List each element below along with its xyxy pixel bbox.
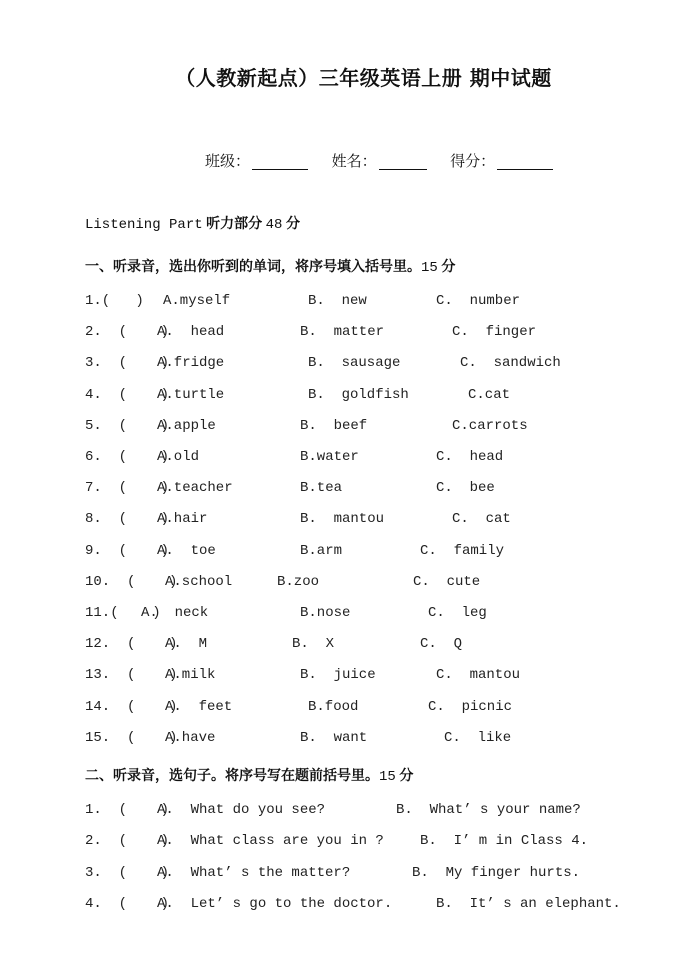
option-a: A.myself <box>163 293 231 309</box>
option-a: A. feet <box>165 698 233 715</box>
option-a: A.teacher <box>157 480 233 497</box>
section2-heading-text: 二、听录音，选句子。将序号写在题前括号里。 <box>85 768 379 784</box>
option-a: A. toe <box>157 542 216 559</box>
option-c: C. Q <box>420 636 463 653</box>
question-row <box>0 699 687 719</box>
option-a: A. head <box>157 324 225 341</box>
section2-unit: 分 <box>399 768 414 784</box>
page-title: （人教新起点）三年级英语上册 期中试题 <box>175 66 552 90</box>
listening-part-heading <box>85 213 300 233</box>
option-a: A.fridge <box>157 355 225 372</box>
option-a: A. M <box>165 636 208 653</box>
option-a: A. neck <box>141 605 209 621</box>
question-row <box>0 449 687 469</box>
question-number[interactable]: 1.( ) <box>85 293 144 309</box>
section2-score: 15 <box>379 769 396 785</box>
student-info-line <box>205 150 553 171</box>
question-row <box>0 480 687 500</box>
option-b: B. mantou <box>300 511 385 528</box>
sentence-row <box>0 833 687 853</box>
option-c: C. bee <box>436 480 495 497</box>
option-c: C. mantou <box>436 667 521 684</box>
option-b: B. My finger hurts. <box>412 864 581 881</box>
listening-part-cn: 听力部分 <box>206 216 263 232</box>
question-number[interactable]: 10. ( ) <box>85 573 178 590</box>
class-blank[interactable] <box>252 153 308 170</box>
question-row <box>0 730 687 750</box>
score-label: 得分： <box>450 152 496 170</box>
option-b: B.tea <box>300 480 343 497</box>
option-b: B. It’ s an elephant. <box>436 895 621 912</box>
question-number[interactable]: 4. ( ) <box>85 386 170 403</box>
option-b: B. juice <box>300 667 376 684</box>
question-row <box>0 387 687 407</box>
option-b: B.food <box>308 698 359 715</box>
option-c: C. head <box>436 449 504 465</box>
option-c: C. cat <box>452 511 511 528</box>
option-a: A. What’ s the matter? <box>157 864 351 881</box>
listening-part-score: 48 <box>265 217 283 233</box>
question-number[interactable]: 7. ( ) <box>85 480 170 497</box>
option-a: A. What class are you in ? <box>157 833 384 850</box>
option-c: C.cat <box>468 386 511 403</box>
question-number[interactable]: 8. ( ) <box>85 511 170 528</box>
option-a: A.milk <box>165 667 216 684</box>
question-number[interactable]: 4. ( ) <box>85 895 170 912</box>
question-row <box>0 355 687 375</box>
question-row <box>0 511 687 531</box>
name-blank[interactable] <box>379 153 427 170</box>
option-b: B. X <box>292 636 335 653</box>
question-row <box>0 605 687 625</box>
question-number[interactable]: 11.( ) <box>85 605 161 621</box>
question-number[interactable]: 14. ( ) <box>85 698 178 715</box>
option-c: C. finger <box>452 324 537 341</box>
question-row <box>0 418 687 438</box>
option-a: A. Let’ s go to the doctor. <box>157 895 393 912</box>
option-b: B. sausage <box>308 355 401 372</box>
option-b: B. new <box>308 293 367 309</box>
option-b: B.nose <box>300 605 351 621</box>
option-a: A.turtle <box>157 386 225 403</box>
question-number[interactable]: 2. ( ) <box>85 833 170 850</box>
listening-part-unit: 分 <box>285 216 300 232</box>
option-b: B. goldfish <box>308 386 409 403</box>
question-number[interactable]: 15. ( ) <box>85 729 178 746</box>
option-c: C. leg <box>428 605 487 621</box>
option-b: B. beef <box>300 417 368 434</box>
question-row <box>0 324 687 344</box>
option-c: C. like <box>444 729 512 746</box>
question-number[interactable]: 3. ( ) <box>85 864 170 881</box>
class-label: 班级： <box>205 152 251 170</box>
option-b: B.water <box>300 449 359 465</box>
option-c: C. family <box>420 542 505 559</box>
question-number[interactable]: 2. ( ) <box>85 324 170 341</box>
option-c: C. sandwich <box>460 355 561 372</box>
question-number[interactable]: 1. ( ) <box>85 802 170 818</box>
option-b: B. What’ s your name? <box>396 802 581 818</box>
section1-heading <box>85 256 455 276</box>
question-row <box>0 574 687 594</box>
option-a: A.hair <box>157 511 208 528</box>
listening-part-en: Listening Part <box>85 217 203 233</box>
option-b: B.zoo <box>277 573 320 590</box>
section1-score: 15 <box>421 260 438 276</box>
question-number[interactable]: 5. ( ) <box>85 417 170 434</box>
option-a: A.have <box>165 729 216 746</box>
option-b: B. matter <box>300 324 385 341</box>
option-c: C. cute <box>413 573 481 590</box>
option-b: B.arm <box>300 542 343 559</box>
sentence-row <box>0 865 687 885</box>
question-row <box>0 636 687 656</box>
option-b: B. want <box>300 729 368 746</box>
question-row <box>0 293 687 313</box>
question-row <box>0 543 687 563</box>
option-b: B. I’ m in Class 4. <box>420 833 589 850</box>
question-row <box>0 667 687 687</box>
option-a: A.apple <box>157 417 216 434</box>
sentence-row <box>0 896 687 916</box>
option-a: A.old <box>157 449 200 465</box>
name-label: 姓名： <box>331 152 377 170</box>
score-blank[interactable] <box>497 153 553 170</box>
option-c: C.carrots <box>452 417 528 434</box>
option-c: C. picnic <box>428 698 513 715</box>
section2-heading <box>85 765 413 785</box>
question-number[interactable]: 12. ( ) <box>85 636 178 653</box>
section1-heading-text: 一、听录音，选出你听到的单词，将序号填入括号里。 <box>85 259 421 275</box>
question-number[interactable]: 9. ( ) <box>85 542 170 559</box>
question-number[interactable]: 3. ( ) <box>85 355 170 372</box>
option-a: A. What do you see? <box>157 802 326 818</box>
question-number[interactable]: 6. ( ) <box>85 449 170 465</box>
question-number[interactable]: 13. ( ) <box>85 667 178 684</box>
option-a: A.school <box>165 573 233 590</box>
sentence-row <box>0 802 687 822</box>
section1-unit: 分 <box>441 259 456 275</box>
option-c: C. number <box>436 293 521 309</box>
